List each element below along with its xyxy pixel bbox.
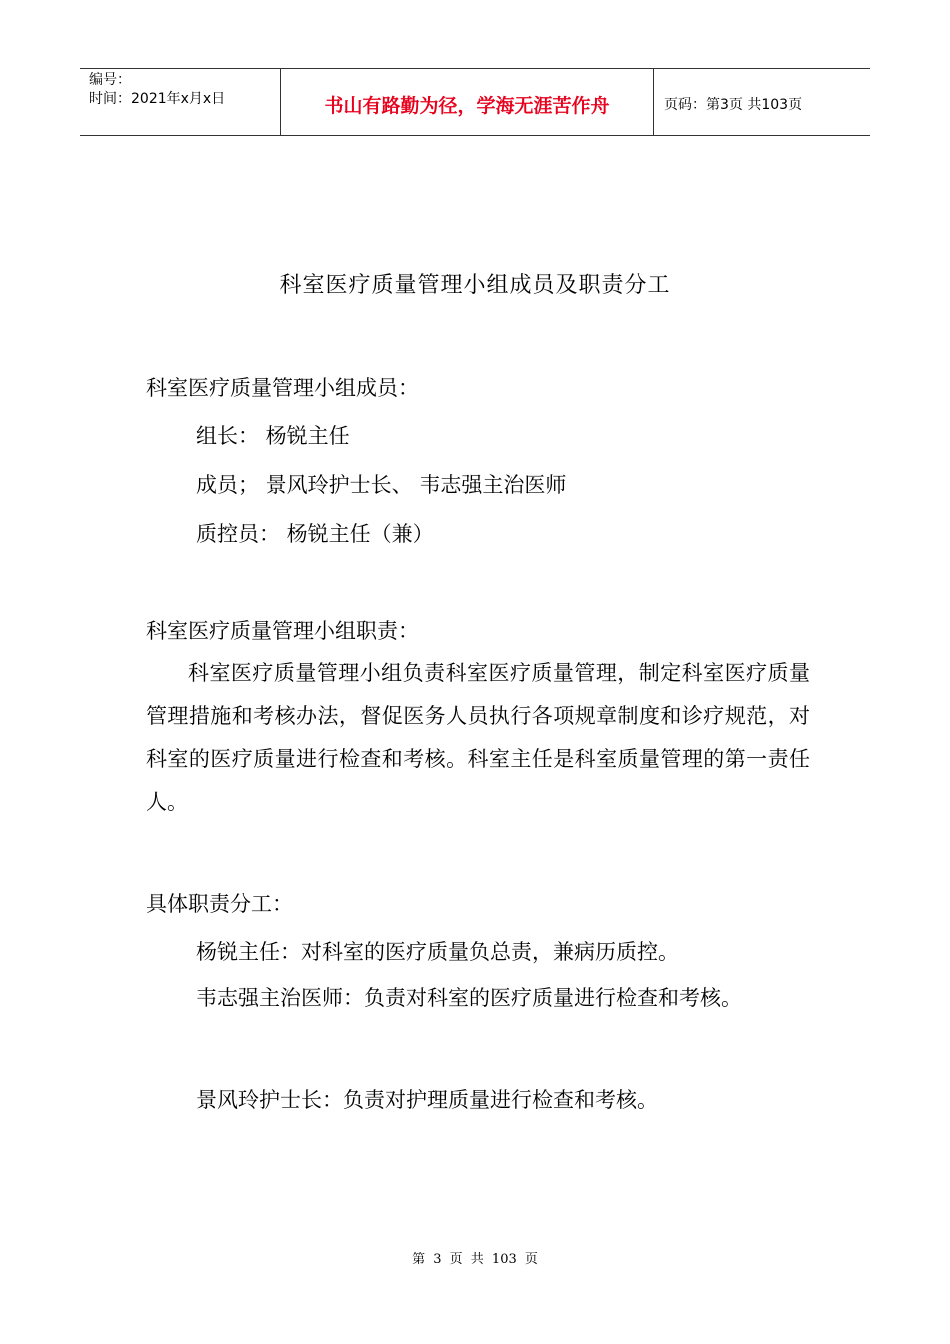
members-line: 成员； 景风玲护士长、 韦志强主治医师 bbox=[196, 473, 567, 497]
page-footer: 第 3 页 共 103 页 bbox=[412, 1252, 538, 1267]
leader-line: 组长： 杨锐主任 bbox=[196, 424, 350, 448]
members-heading: 科室医疗质量管理小组成员： bbox=[146, 376, 419, 400]
duties-paragraph: 科室医疗质量管理小组负责科室医疗质量管理，制定科室医疗质量管理措施和考核办法，督促医务人员执行各项规章制度和诊疗规范，对科室的医疗质量进行检查和考核。科室主任是科室质量管理的第一责任人。 bbox=[146, 661, 810, 814]
document-title: 科室医疗质量管理小组成员及职责分工 bbox=[279, 273, 671, 298]
duties-heading: 科室医疗质量管理小组职责： bbox=[146, 619, 419, 643]
division-heading: 具体职责分工： bbox=[146, 892, 293, 916]
duty-jing-line: 景风玲护士长：负责对护理质量进行检查和考核。 bbox=[196, 1088, 658, 1112]
header-meta-cell bbox=[80, 69, 281, 135]
duty-yang-line: 杨锐主任：对科室的医疗质量负总责，兼病历质控。 bbox=[196, 940, 679, 964]
document-number-label: 编号： bbox=[89, 72, 131, 88]
duty-wei-paragraph: 韦志强主治医师：负责对科室的医疗质量进行检查和考核。 bbox=[196, 986, 742, 1010]
document-time-label: 时间：2021年x月x日 bbox=[89, 91, 226, 107]
qc-officer-line: 质控员： 杨锐主任（兼） bbox=[196, 522, 434, 546]
page-header bbox=[80, 68, 870, 136]
header-motto: 书山有路勤为径，学海无涯苦作舟 bbox=[281, 69, 654, 135]
header-page-number: 页码：第3页 共103页 bbox=[664, 97, 803, 113]
